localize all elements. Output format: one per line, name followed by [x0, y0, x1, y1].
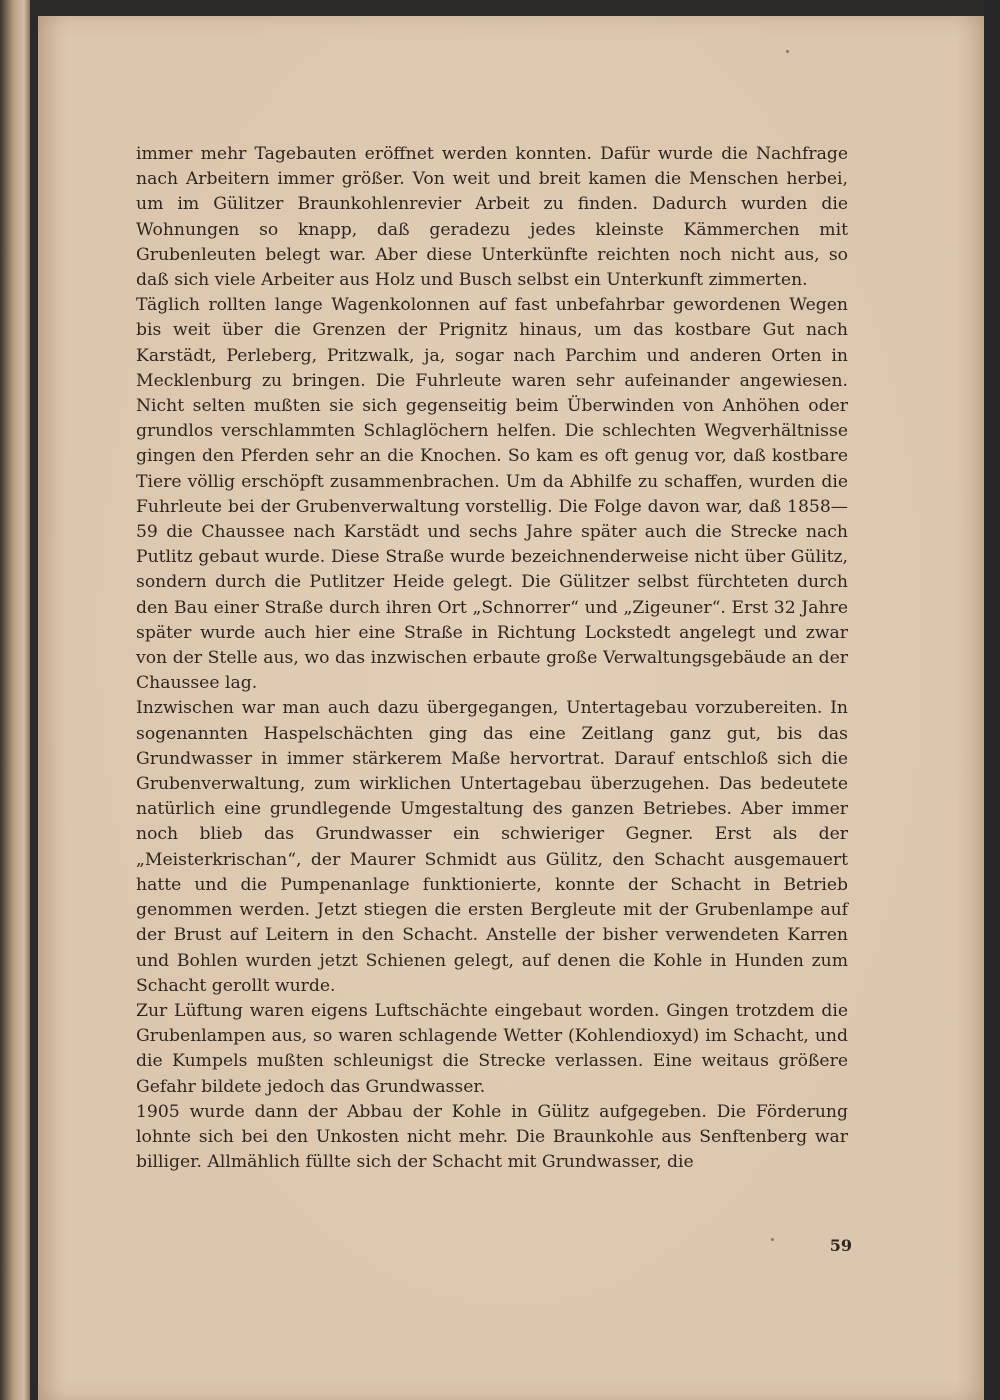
previous-page-edge [0, 0, 30, 1400]
page-number: 59 [829, 1236, 852, 1255]
scan-background-top [30, 0, 1000, 16]
paper-speck [786, 50, 789, 53]
paragraph: Täglich rollten lange Wagenkolonnen auf fast unbefahrbar gewordenen Wegen bis weit über die Grenzen der Prignitz hinaus, um das kostbare Gut nach Karstädt, Perleberg, Pritzwalk, ja, sogar nach Parchim und anderen Orten in Mecklenburg zu bringen. Die Fuhrleute waren sehr aufeinander angewiesen. Nicht selten mußten sie sich gegenseitig beim Überwinden von Anhöhen oder grundlos verschlammten Schlaglöchern helfen. Die schlechten Wegverhältnisse gingen den Pferden sehr an die Knochen. So kam es oft genug vor, daß kostbare Tiere völlig erschöpft zusammenbrachen. Um da Abhilfe zu schaffen, wurden die Fuhrleute bei der Grubenverwaltung vorstellig. Die Folge davon war, daß 1858—59 die Chaussee nach Karstädt und sechs Jahre später auch die Strecke nach Putlitz gebaut wurde. Diese Straße wurde bezeichnenderweise nicht über Gülitz, sondern durch die Putlitzer Heide gelegt. Die Gülitzer selbst fürchteten durch den Bau einer Straße durch ihren Ort „Schnorrer“ und „Zigeuner“. Erst 32 Jahre später wurde auch hier eine Straße in Richtung Lockstedt angelegt und zwar von der Stelle aus, wo das inzwischen erbaute große Verwaltungsgebäude an der Chaussee lag. [136, 295, 848, 694]
paragraph: Inzwischen war man auch dazu übergegangen, Untertagebau vorzubereiten. In sogenannten Haspelschächten ging das eine Zeitlang ganz gut, bis das Grundwasser in immer stärkerem Maße hervortrat. Darauf entschloß sich die Grubenverwaltung, zum wirklichen Untertagebau überzugehen. Das bedeutete natürlich eine grundlegende Umgestaltung des ganzen Betriebes. Aber immer noch blieb das Grundwasser ein schwieriger Gegner. Erst als der „Meisterkrischan“, der Maurer Schmidt aus Gülitz, den Schacht ausgemauert hatte und die Pumpenanlage funktionierte, konnte der Schacht in Betrieb genommen werden. Jetzt stiegen die ersten Bergleute mit der Grubenlampe auf der Brust auf Leitern in den Schacht. Anstelle der bisher verwendeten Karren und Bohlen wurden jetzt Schienen gelegt, auf denen die Kohle in Hunden zum Schacht gerollt wurde. [136, 698, 848, 996]
body-text [136, 142, 848, 1175]
paragraph: immer mehr Tagebauten eröffnet werden konnten. Dafür wurde die Nachfrage nach Arbeitern immer größer. Von weit und breit kamen die Menschen herbei, um im Gülitzer Braunkohlenrevier Arbeit zu finden. Dadurch wurden die Wohnungen so knapp, daß geradezu jedes kleinste Kämmerchen mit Grubenleuten belegt war. Aber diese Unterkünfte reichten noch nicht aus, so daß sich viele Arbeiter aus Holz und Busch selbst ein Unterkunft zimmerten. [136, 144, 848, 291]
scan-background-right [984, 0, 1000, 1400]
paper-speck [771, 1238, 774, 1241]
paragraph: 1905 wurde dann der Abbau der Kohle in Gülitz aufgegeben. Die Förderung lohnte sich bei den Unkosten nicht mehr. Die Braunkohle aus Senftenberg war billiger. Allmählich füllte sich der Schacht mit Grundwasser, die [136, 1101, 848, 1173]
paragraph: Zur Lüftung waren eigens Luftschächte eingebaut worden. Gingen trotzdem die Grubenlampen aus, so waren schlagende Wetter (Kohlendioxyd) im Schacht, und die Kumpels mußten schleunigst die Strecke verlassen. Eine weitaus größere Gefahr bildete jedoch das Grundwasser. [136, 1000, 848, 1097]
